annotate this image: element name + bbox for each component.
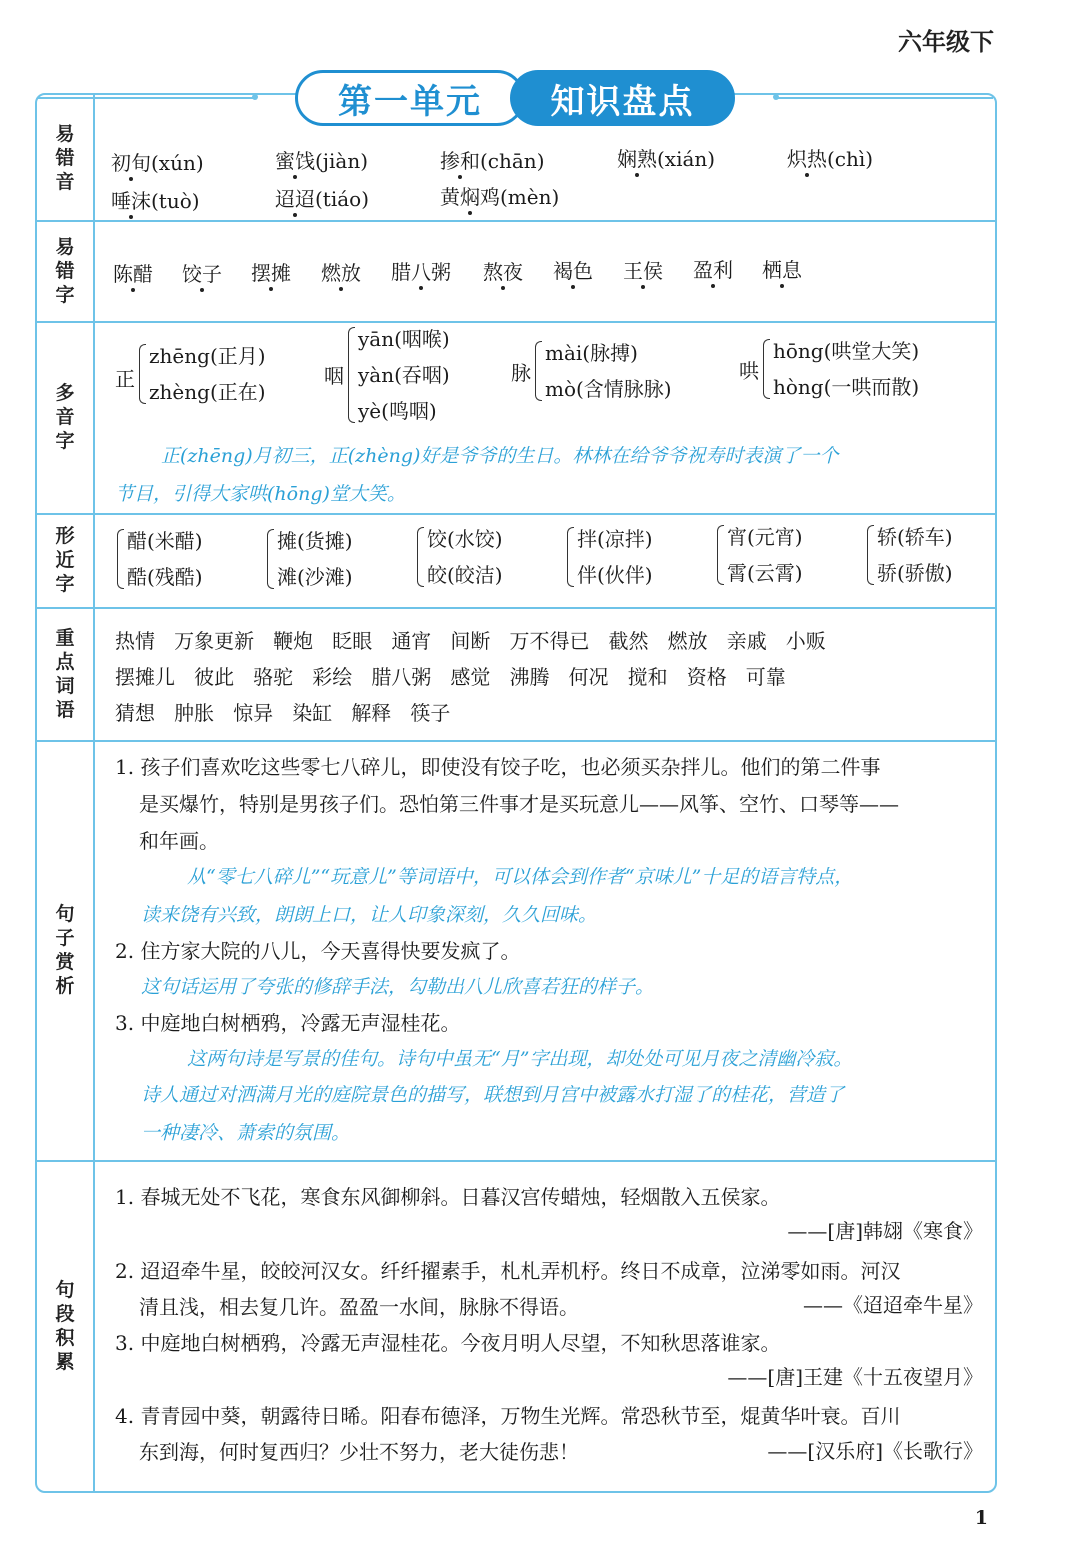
pinyin-item: 掺和(chān) — [440, 149, 545, 173]
poem-line: 东到海，何时复西归？少壮不努力，老大徒伤悲！ — [139, 1440, 579, 1464]
row-divider — [37, 513, 995, 515]
polyphone-group: zhēng(正月) zhèng(正在) — [139, 338, 266, 410]
label-xingjinzi: 形 近 字 — [55, 525, 75, 595]
sentence-text: 和年画。 — [139, 829, 219, 853]
sentence-comment: 一种凄冷、萧索的氛围。 — [141, 1122, 351, 1144]
label-duoyinzi: 多 音 字 — [55, 382, 75, 452]
unit-banner — [295, 70, 735, 126]
key-words-row: 热情 万象更新 鞭炮 眨眼 通宵 间断 万不得已 截然 燃放 亲戚 小贩 — [115, 629, 826, 653]
sentence-comment: 诗人通过对洒满月光的庭院景色的描写，联想到月宫中被露水打湿了的桂花，营造了 — [141, 1084, 845, 1106]
row-divider — [37, 220, 995, 222]
key-words-row: 摆摊儿 彼此 骆驼 彩绘 腊八粥 感觉 沸腾 何况 搅和 资格 可靠 — [115, 665, 786, 689]
similar-char-pair: 拌(凉拌) 伴(伙伴) — [567, 521, 653, 593]
similar-char-pair: 摊(货摊) 滩(沙滩) — [267, 523, 353, 595]
row-divider — [37, 321, 995, 323]
sentence-text: 2. 住方家大院的八儿，今天喜得快要发疯了。 — [115, 939, 521, 963]
pinyin-item: 炽热(chì) — [787, 147, 874, 171]
pinyin-item: 黄焖鸡(mèn) — [440, 185, 560, 209]
polyphone-head: 正 — [115, 367, 135, 391]
key-words-row: 猜想 肿胀 惊异 染缸 解释 筷子 — [115, 701, 451, 725]
polyphone-example: 节目，引得大家哄(hōng)堂大笑。 — [115, 483, 406, 505]
polyphone-group: hōng(哄堂大笑) hòng(一哄而散) — [763, 333, 919, 405]
similar-char-pair: 轿(轿车) 骄(骄傲) — [867, 519, 953, 591]
label-column-divider — [93, 95, 95, 1491]
poem-line: 清且浅，相去复几许。盈盈一水间，脉脉不得语。 — [139, 1295, 579, 1319]
sentence-comment: 这句话运用了夸张的修辞手法，勾勒出八儿欣喜若狂的样子。 — [141, 976, 655, 998]
word-item: 饺子 — [182, 262, 222, 286]
poem-source: ——[唐]王建《十五夜望月》 — [727, 1365, 983, 1389]
pinyin-item: 唾沫(tuò) — [111, 189, 200, 213]
pinyin-item: 娴熟(xián) — [617, 147, 716, 171]
poem-line: 1. 春城无处不飞花，寒食东风御柳斜。日暮汉宫传蜡烛，轻烟散入五侯家。 — [115, 1185, 781, 1209]
sentence-comment: 这两句诗是写景的佳句。诗句中虽无“月”字出现，却处处可见月夜之清幽冷寂。 — [187, 1048, 853, 1070]
word-item: 王侯 — [623, 259, 663, 283]
word-item: 腊八粥 — [391, 260, 451, 284]
page-number: 1 — [974, 1507, 988, 1529]
poem-source: ——[汉乐府]《长歌行》 — [767, 1439, 983, 1463]
label-zhongdian: 重 点 词 语 — [55, 626, 75, 721]
word-item: 褐色 — [553, 259, 593, 283]
word-item: 熬夜 — [483, 260, 523, 284]
banner-unit: 第一单元 — [295, 70, 525, 126]
polyphone-head: 哄 — [739, 359, 759, 383]
sentence-comment: 从“零七八碎儿”“玩意儿”等词语中，可以体会到作者“京味儿”十足的语言特点， — [187, 866, 854, 888]
polyphone-head: 脉 — [511, 361, 531, 385]
label-juzi: 句 子 赏 析 — [55, 903, 75, 997]
knowledge-table — [35, 93, 997, 1493]
poem-line: 4. 青青园中葵，朝露待日晞。阳春布德泽，万物生光辉。常恐秋节至，焜黄华叶衰。百川 — [115, 1404, 901, 1428]
polyphone-group: yān(咽喉) yàn(吞咽) yè(鸣咽) — [348, 321, 450, 429]
sentence-text: 3. 中庭地白树栖鸦，冷露无声湿桂花。 — [115, 1011, 461, 1035]
pinyin-item: 初旬(xún) — [111, 151, 204, 175]
word-item: 摆摊 — [251, 261, 291, 285]
pinyin-item: 迢迢(tiáo) — [275, 187, 370, 211]
label-yicuozi: 易 错 字 — [55, 235, 75, 306]
similar-char-pair: 宵(元宵) 霄(云霄) — [717, 519, 803, 591]
polyphone-group: mài(脉搏) mò(含情脉脉) — [535, 335, 672, 407]
poem-source: ——《迢迢牵牛星》 — [803, 1293, 983, 1317]
poem-line: 3. 中庭地白树栖鸦，冷露无声湿桂花。今夜月明人尽望，不知秋思落谁家。 — [115, 1331, 781, 1355]
sentence-text: 1. 孩子们喜欢吃这些零七八碎儿，即使没有饺子吃，也必须买杂拌儿。他们的第二件事 — [115, 755, 881, 779]
grade-label: 六年级下 — [898, 28, 994, 56]
banner-title: 知识盘点 — [510, 70, 735, 126]
row-divider — [37, 740, 995, 742]
similar-char-pair: 饺(水饺) 皎(皎洁) — [417, 521, 503, 593]
word-item: 陈醋 — [113, 262, 153, 286]
word-item: 盈利 — [693, 258, 733, 282]
row-divider — [37, 607, 995, 609]
sentence-text: 是买爆竹，特别是男孩子们。恐怕第三件事才是买玩意儿——风筝、空竹、口琴等—— — [139, 792, 899, 816]
label-juduan: 句 段 积 累 — [55, 1278, 75, 1373]
sentence-comment: 读来饶有兴致，朗朗上口，让人印象深刻，久久回味。 — [141, 904, 598, 926]
polyphone-example: 正(zhēng)月初三，正(zhèng)好是爷爷的生日。林林在给爷爷祝寿时表演了一个 — [161, 445, 839, 467]
similar-char-pair: 醋(米醋) 酷(残酷) — [117, 523, 203, 595]
word-item: 栖息 — [762, 258, 802, 282]
label-yicuoyin: 易 错 音 — [55, 122, 75, 193]
polyphone-head: 咽 — [324, 364, 344, 388]
poem-source: ——[唐]韩翃《寒食》 — [787, 1219, 983, 1243]
word-item: 燃放 — [321, 261, 361, 285]
poem-line: 2. 迢迢牵牛星，皎皎河汉女。纤纤擢素手，札札弄机杼。终日不成章，泣涕零如雨。河汉 — [115, 1259, 901, 1283]
row-divider — [37, 1160, 995, 1162]
pinyin-item: 蜜饯(jiàn) — [275, 149, 369, 173]
